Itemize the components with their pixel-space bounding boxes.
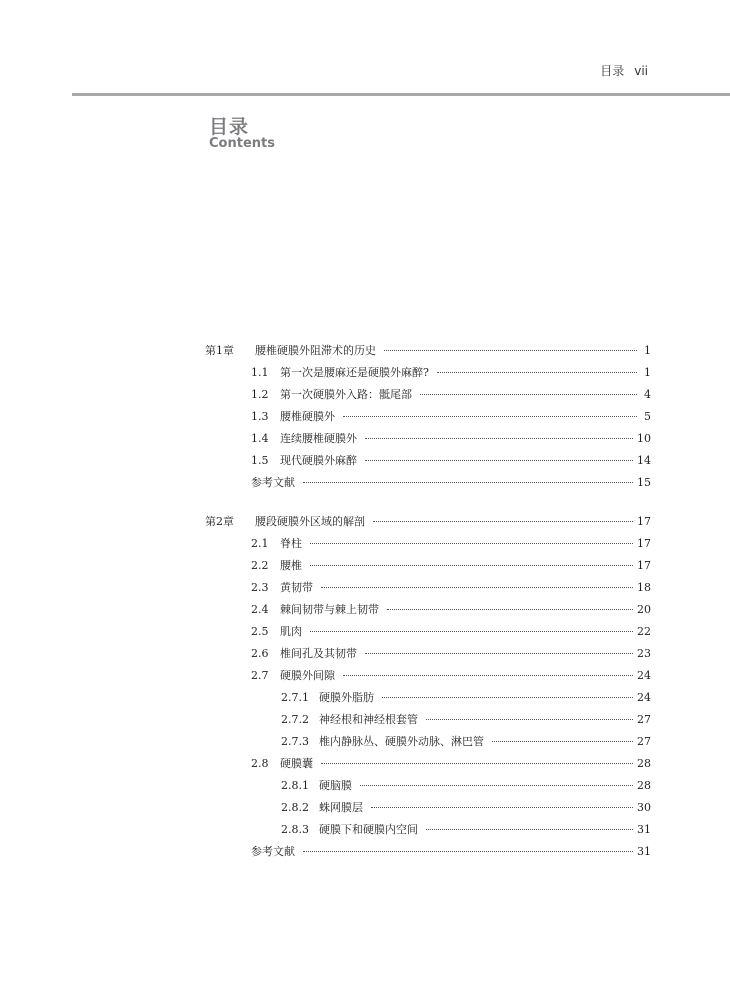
- entry-number: 第1章: [205, 344, 234, 357]
- dot-leader: [310, 543, 633, 544]
- entry-page: 28: [637, 779, 651, 792]
- entry-page: 22: [637, 625, 651, 638]
- entry-number: 2.8.1: [281, 779, 309, 792]
- entry-page: 18: [637, 581, 651, 594]
- entry-title: 神经根和神经根套管: [319, 713, 418, 726]
- entry-page: 17: [637, 559, 651, 572]
- toc-section-entry[interactable]: [205, 406, 651, 428]
- toc-section-entry[interactable]: [205, 555, 651, 577]
- toc-subsection-entry[interactable]: [205, 819, 651, 841]
- page-title: 目录: [209, 116, 250, 138]
- toc-section-entry[interactable]: [205, 665, 651, 687]
- dot-leader: [387, 609, 633, 610]
- chapter-block: [205, 511, 651, 863]
- toc-subsection-entry[interactable]: [205, 709, 651, 731]
- entry-title: 连续腰椎硬膜外: [280, 432, 357, 445]
- entry-number: 2.8.3: [281, 823, 309, 836]
- entry-title: 硬膜囊: [280, 757, 313, 770]
- dot-leader: [343, 675, 633, 676]
- entry-title: 腰椎硬膜外: [280, 410, 335, 423]
- entry-page: 23: [637, 647, 651, 660]
- toc-section-entry[interactable]: [205, 577, 651, 599]
- page-subtitle: Contents: [209, 136, 275, 151]
- entry-page: 27: [637, 713, 651, 726]
- entry-title: 第一次是腰麻还是硬膜外麻醉?: [280, 366, 429, 379]
- entry-page: 28: [637, 757, 651, 770]
- entry-title: 参考文献: [251, 845, 295, 858]
- dot-leader: [321, 587, 633, 588]
- dot-leader: [365, 653, 633, 654]
- dot-leader: [360, 785, 633, 786]
- entry-number: 2.2: [251, 559, 269, 572]
- dot-leader: [365, 438, 633, 439]
- entry-title: 硬膜外脂肪: [319, 691, 374, 704]
- dot-leader: [365, 460, 633, 461]
- entry-number: 2.3: [251, 581, 269, 594]
- dot-leader: [321, 763, 633, 764]
- entry-title: 椎内静脉丛、硬膜外动脉、淋巴管: [319, 735, 484, 748]
- entry-number: 2.4: [251, 603, 269, 616]
- entry-title: 腰椎: [280, 559, 302, 572]
- dot-leader: [382, 697, 633, 698]
- entry-number: 2.1: [251, 537, 269, 550]
- entry-page: 24: [637, 691, 651, 704]
- chapter-block: [205, 340, 651, 494]
- toc-section-entry[interactable]: [205, 621, 651, 643]
- toc-section-entry[interactable]: [205, 753, 651, 775]
- dot-leader: [426, 719, 633, 720]
- entry-page: 4: [644, 388, 651, 401]
- toc-section-entry[interactable]: [205, 384, 651, 406]
- dot-leader: [343, 416, 637, 417]
- entry-number: 2.5: [251, 625, 269, 638]
- entry-page: 15: [637, 476, 651, 489]
- entry-title: 腰椎硬膜外阻滞术的历史: [255, 344, 376, 357]
- entry-page: 31: [637, 823, 651, 836]
- dot-leader: [373, 521, 633, 522]
- toc-section-entry[interactable]: [205, 428, 651, 450]
- toc-section-entry[interactable]: [205, 450, 651, 472]
- entry-title: 椎间孔及其韧带: [280, 647, 357, 660]
- entry-number: 1.1: [251, 366, 269, 379]
- entry-page: 1: [644, 366, 651, 379]
- entry-page: 1: [644, 344, 651, 357]
- entry-page: 10: [637, 432, 651, 445]
- entry-page: 30: [637, 801, 651, 814]
- page-number: vii: [634, 64, 648, 78]
- entry-page: 17: [637, 515, 651, 528]
- toc-section-entry[interactable]: [205, 472, 651, 494]
- entry-number: 2.6: [251, 647, 269, 660]
- entry-number: 2.7: [251, 669, 269, 682]
- entry-title: 腰段硬膜外区域的解剖: [255, 515, 365, 528]
- entry-title: 脊柱: [280, 537, 302, 550]
- toc-section-entry[interactable]: [205, 599, 651, 621]
- entry-title: 蛛网膜层: [319, 801, 363, 814]
- entry-title: 现代硬膜外麻醉: [280, 454, 357, 467]
- entry-page: 14: [637, 454, 651, 467]
- dot-leader: [437, 372, 637, 373]
- entry-title: 硬脑膜: [319, 779, 352, 792]
- toc-chapter-entry[interactable]: [205, 511, 651, 533]
- toc-section-entry[interactable]: [205, 841, 651, 863]
- entry-title: 参考文献: [251, 476, 295, 489]
- dot-leader: [371, 807, 633, 808]
- entry-title: 第一次硬膜外入路：骶尾部: [280, 388, 412, 401]
- header-rule: [72, 93, 730, 96]
- entry-number: 2.7.1: [281, 691, 309, 704]
- entry-number: 2.7.3: [281, 735, 309, 748]
- entry-number: 1.2: [251, 388, 269, 401]
- toc-section-entry[interactable]: [205, 533, 651, 555]
- dot-leader: [303, 482, 633, 483]
- entry-page: 31: [637, 845, 651, 858]
- toc-subsection-entry[interactable]: [205, 797, 651, 819]
- entry-title: 硬膜外间隙: [280, 669, 335, 682]
- entry-number: 2.8: [251, 757, 269, 770]
- toc-subsection-entry[interactable]: [205, 731, 651, 753]
- entry-number: 2.7.2: [281, 713, 309, 726]
- entry-number: 1.3: [251, 410, 269, 423]
- dot-leader: [492, 741, 633, 742]
- entry-title: 黄韧带: [280, 581, 313, 594]
- entry-title: 肌肉: [280, 625, 302, 638]
- table-of-contents: [205, 340, 651, 880]
- entry-number: 第2章: [205, 515, 234, 528]
- entry-title: 棘间韧带与棘上韧带: [280, 603, 379, 616]
- entry-number: 1.4: [251, 432, 269, 445]
- toc-subsection-entry[interactable]: [205, 687, 651, 709]
- dot-leader: [310, 631, 633, 632]
- toc-section-entry[interactable]: [205, 362, 651, 384]
- entry-page: 5: [644, 410, 651, 423]
- running-header: [600, 62, 648, 79]
- toc-subsection-entry[interactable]: [205, 775, 651, 797]
- entry-page: 24: [637, 669, 651, 682]
- dot-leader: [384, 350, 637, 351]
- running-title: 目录: [600, 64, 625, 78]
- dot-leader: [426, 829, 633, 830]
- entry-page: 20: [637, 603, 651, 616]
- toc-section-entry[interactable]: [205, 643, 651, 665]
- entry-number: 1.5: [251, 454, 269, 467]
- entry-page: 17: [637, 537, 651, 550]
- entry-page: 27: [637, 735, 651, 748]
- entry-title: 硬膜下和硬膜内空间: [319, 823, 418, 836]
- entry-number: 2.8.2: [281, 801, 309, 814]
- dot-leader: [420, 394, 637, 395]
- dot-leader: [310, 565, 633, 566]
- toc-chapter-entry[interactable]: [205, 340, 651, 362]
- dot-leader: [303, 851, 633, 852]
